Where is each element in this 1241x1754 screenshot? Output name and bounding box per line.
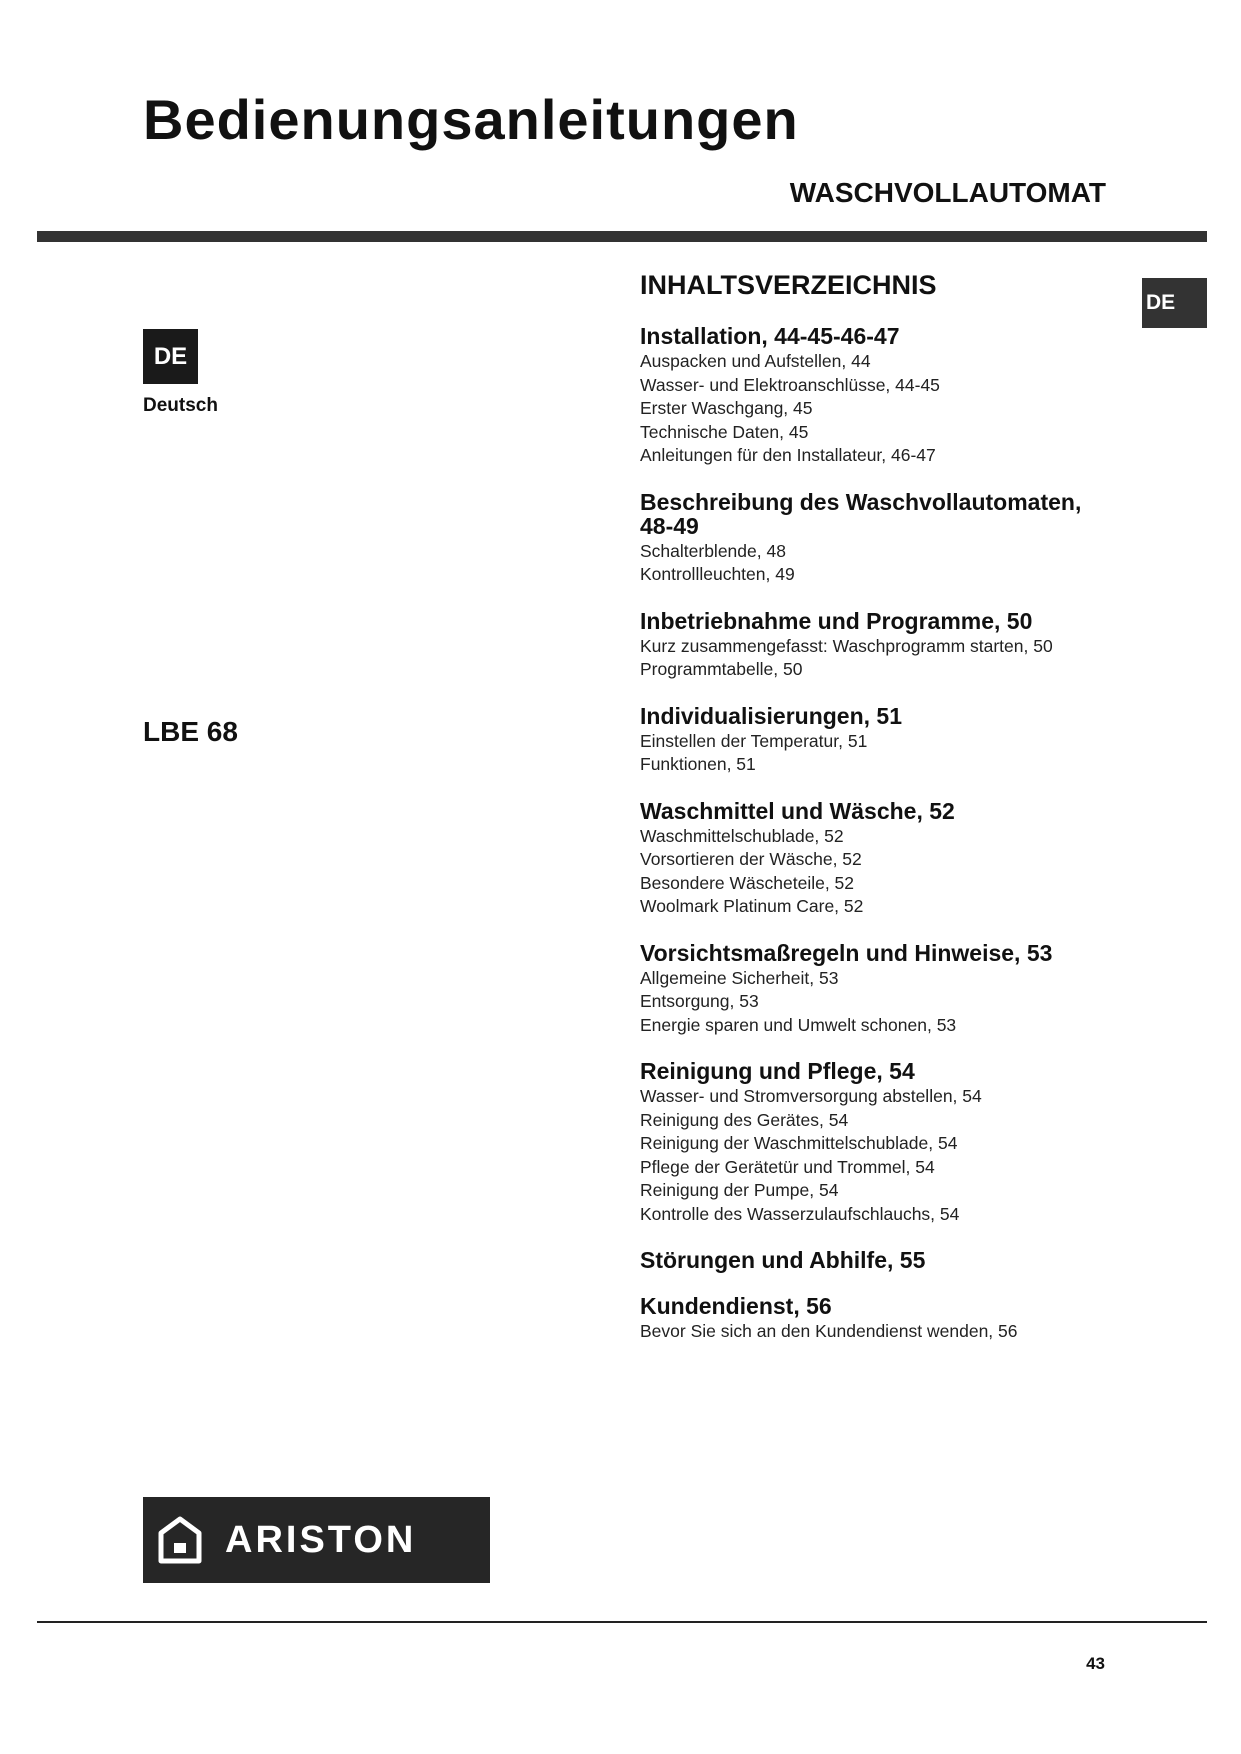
toc-item: Auspacken und Aufstellen, 44 (640, 351, 871, 371)
page-number: 43 (1086, 1654, 1105, 1673)
toc-section-title: Individualisierungen, 51 (640, 702, 903, 729)
toc-item: Technische Daten, 45 (640, 421, 809, 442)
toc-item: Entsorgung, 53 (640, 991, 759, 1011)
toc-item: Pflege der Gerätetür und Trommel, 54 (640, 1156, 935, 1177)
toc-item: Waschmittelschublade, 52 (640, 825, 844, 846)
toc-item: Kontrolle des Wasserzulaufschlauchs, 54 (640, 1203, 960, 1224)
toc-item: Bevor Sie sich an den Kundendienst wenden, 56 (640, 1321, 1018, 1341)
toc-item: Woolmark Platinum Care, 52 (640, 896, 864, 916)
toc-section-title: Beschreibung des Waschvollautomaten, 48-49 (640, 488, 1082, 539)
toc-item: Vorsortieren der Wäsche, 52 (640, 849, 862, 869)
toc-section (640, 609, 1120, 682)
toc-item: Erster Waschgang, 45 (640, 398, 813, 418)
toc-item: Besondere Wäscheteile, 52 (640, 872, 855, 893)
language-tab: DE (1142, 278, 1207, 328)
toc-item: Kontrollleuchten, 49 (640, 564, 795, 584)
toc-item: Allgemeine Sicherheit, 53 (640, 967, 839, 988)
table-of-contents (640, 268, 1120, 1366)
document-title: Bedienungsanleitungen (143, 88, 799, 151)
toc-section-title: Reinigung und Pflege, 54 (640, 1058, 915, 1084)
toc-section (640, 490, 1120, 587)
toc-section (640, 1059, 1120, 1226)
footer-divider (37, 1621, 1207, 1623)
toc-item: Funktionen, 51 (640, 754, 756, 774)
toc-section-title: Kundendienst, 56 (640, 1293, 832, 1319)
toc-item: Energie sparen und Umwelt schonen, 53 (640, 1014, 957, 1035)
brand-logo (143, 1497, 490, 1583)
language-badge: DE (143, 329, 198, 384)
toc-item: Wasser- und Elektroanschlüsse, 44-45 (640, 374, 940, 395)
house-icon (157, 1515, 203, 1565)
language-name: Deutsch (143, 395, 218, 416)
toc-item: Anleitungen für den Installateur, 46-47 (640, 445, 936, 465)
header-divider (37, 231, 1207, 242)
toc-item: Einstellen der Temperatur, 51 (640, 730, 868, 751)
toc-item: Reinigung des Gerätes, 54 (640, 1109, 849, 1130)
toc-section (640, 799, 1120, 919)
toc-section-title: Waschmittel und Wäsche, 52 (640, 797, 955, 824)
toc-item: Wasser- und Stromversorgung abstellen, 54 (640, 1086, 982, 1106)
document-subtitle: WASCHVOLLAUTOMAT (789, 177, 1106, 208)
toc-section-title: Vorsichtsmaßregeln und Hinweise, 53 (640, 939, 1053, 966)
toc-section (640, 941, 1120, 1038)
toc-section (640, 704, 1120, 777)
model-name: LBE 68 (143, 716, 238, 747)
toc-section-title: Inbetriebnahme und Programme, 50 (640, 607, 1033, 634)
toc-title: INHALTSVERZEICHNIS (640, 270, 937, 300)
toc-section (640, 324, 1120, 468)
toc-item: Schalterblende, 48 (640, 540, 786, 561)
toc-item: Programmtabelle, 50 (640, 659, 803, 679)
toc-item: Reinigung der Waschmittelschublade, 54 (640, 1133, 958, 1153)
toc-sections (640, 324, 1120, 1344)
toc-item: Kurz zusammengefasst: Waschprogramm starten, 50 (640, 635, 1053, 656)
toc-section-title: Installation, 44-45-46-47 (640, 323, 900, 349)
toc-item: Reinigung der Pumpe, 54 (640, 1180, 839, 1200)
toc-section-title: Störungen und Abhilfe, 55 (640, 1247, 926, 1273)
toc-section (640, 1248, 1120, 1272)
toc-section (640, 1294, 1120, 1344)
brand-name: ARISTON (225, 1518, 417, 1561)
